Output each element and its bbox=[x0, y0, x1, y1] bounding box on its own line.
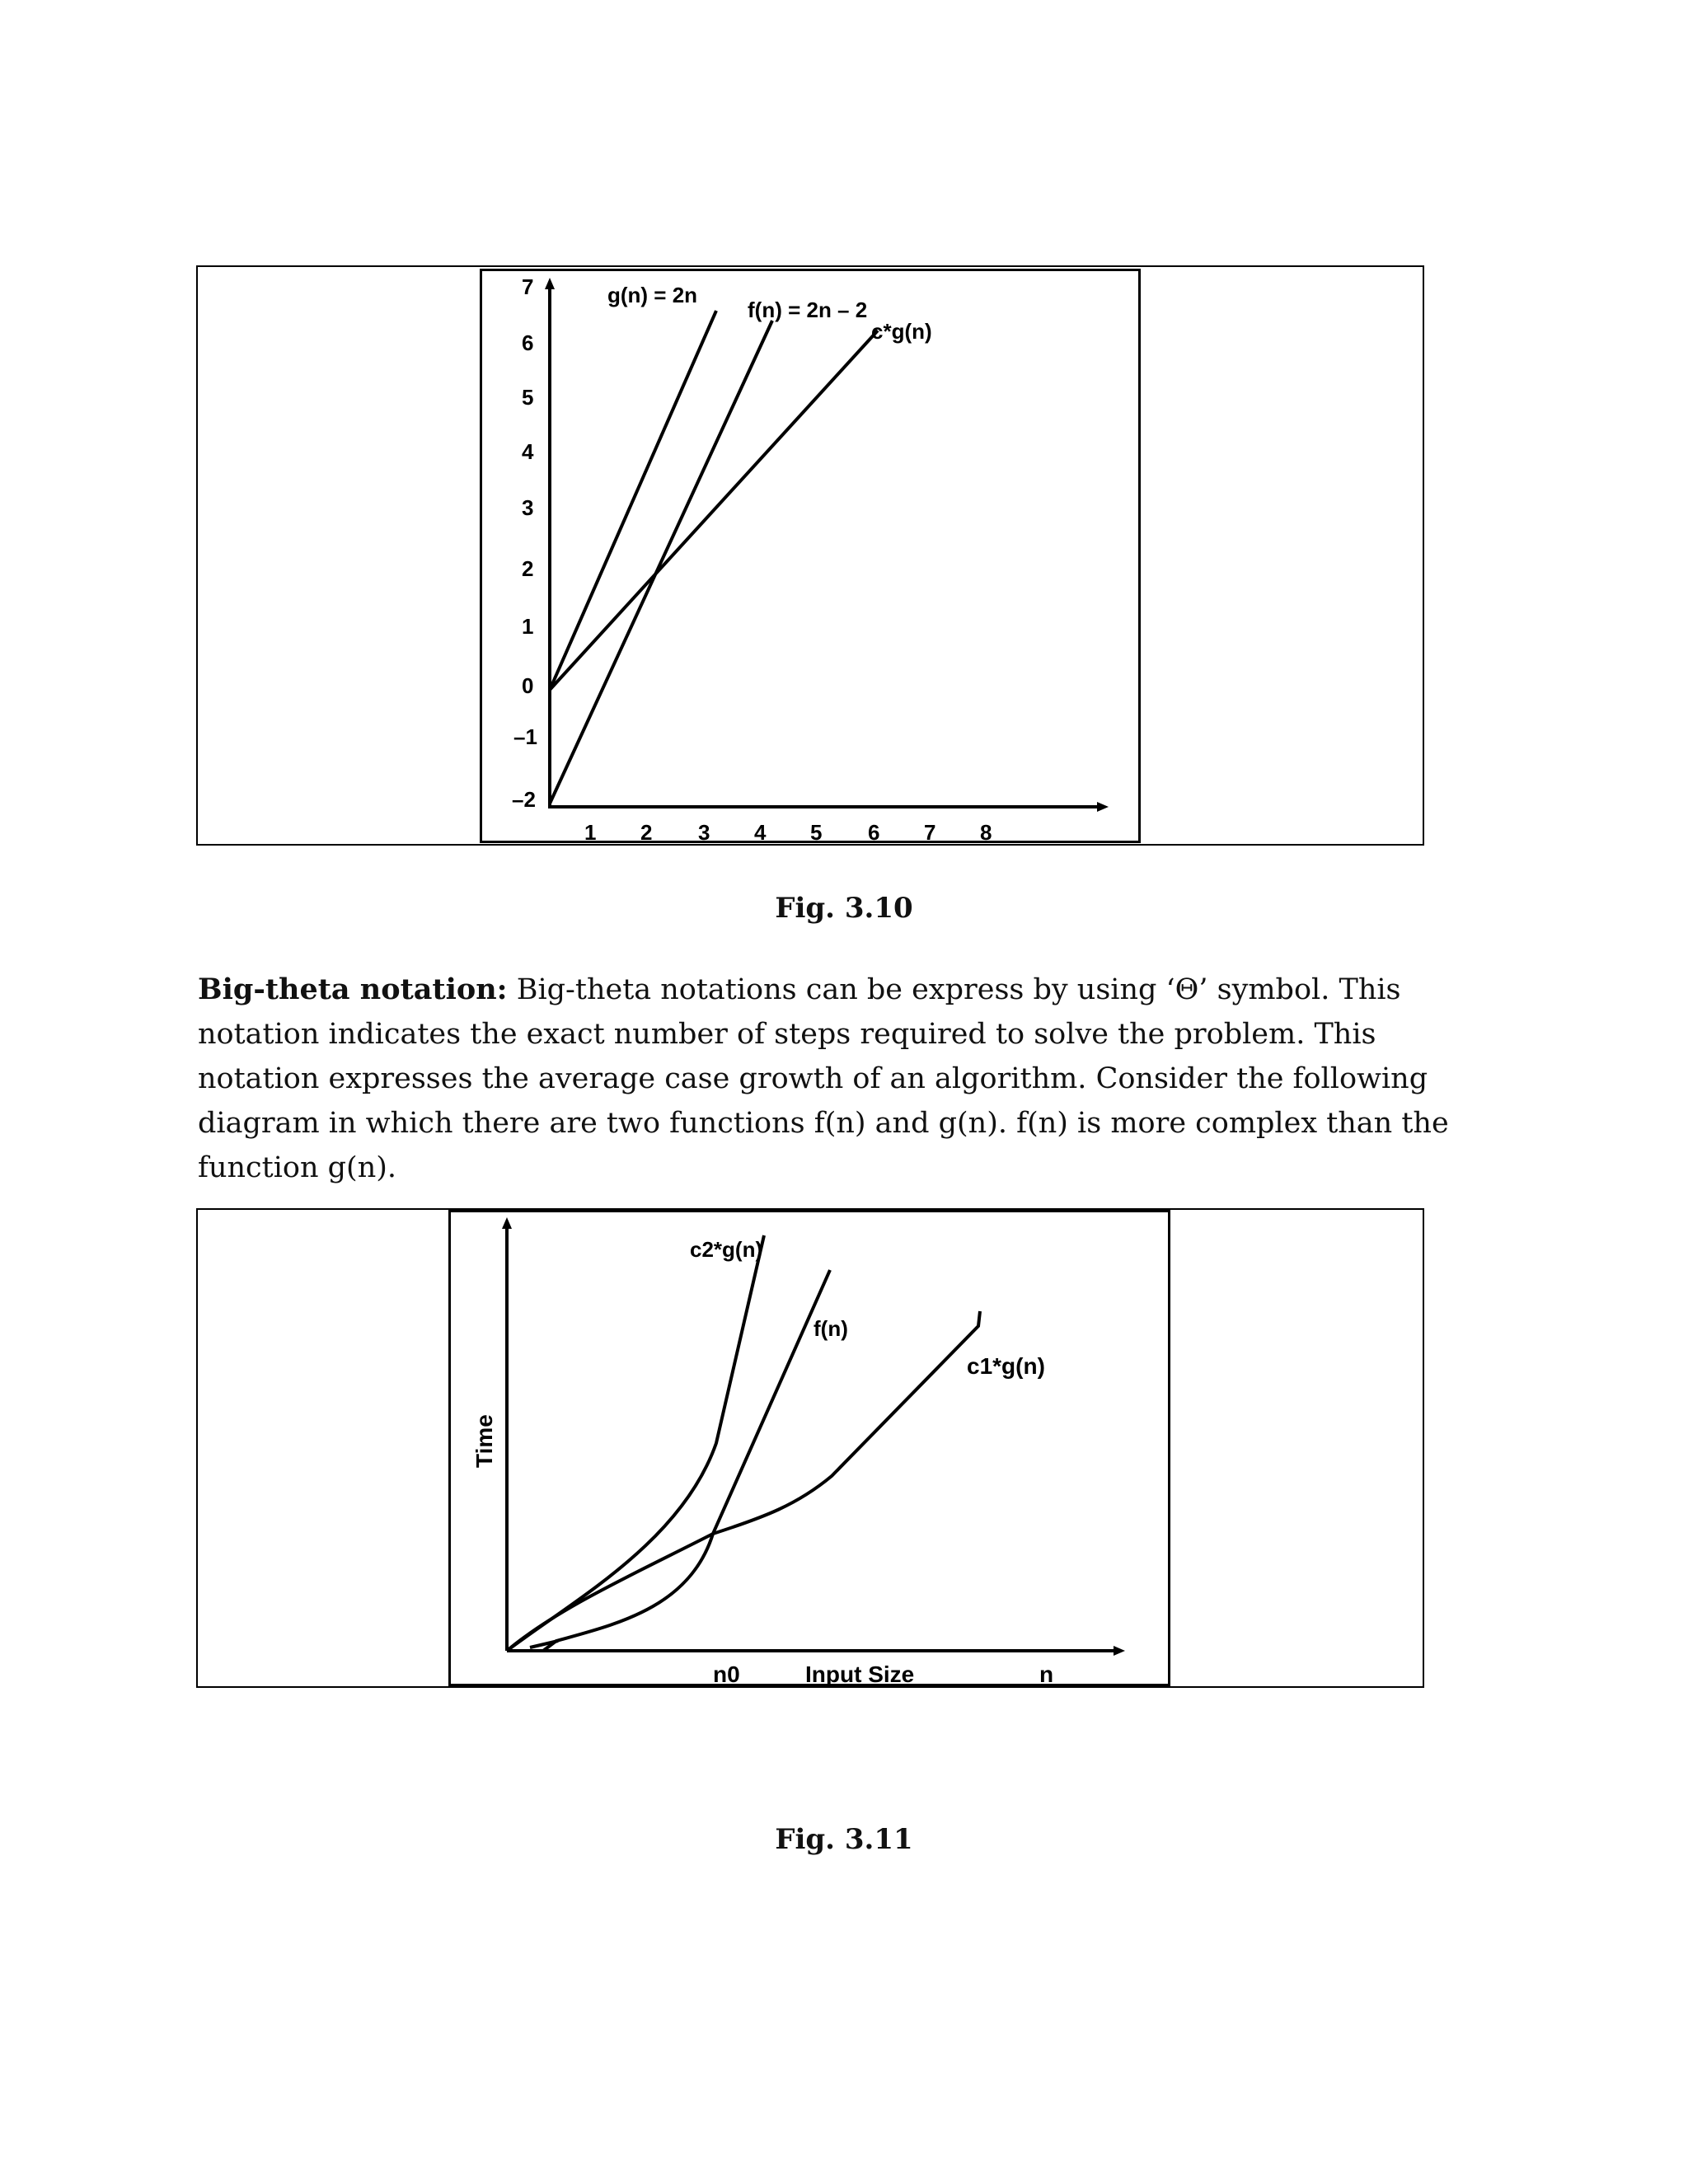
input-size-label: Input Size bbox=[805, 1661, 915, 1687]
x-tick-label: 1 bbox=[584, 820, 597, 845]
figure-2-caption: Fig. 3.11 bbox=[775, 1823, 913, 1856]
f-label: f(n) = 2n – 2 bbox=[748, 298, 868, 322]
n0-label: n0 bbox=[713, 1661, 740, 1687]
figure-2-graph-box bbox=[448, 1210, 1170, 1686]
paragraph-body: Big-theta notations can be express by using ‘Θ’ symbol. This notation indicates the exact number of steps required to solve the problem. This notation expresses the average case growth of an algorithm. Consider the following diagram in which there are two functions f(n) and g(n). f(n) is more complex than the function g(n). bbox=[198, 973, 1449, 1184]
g-label: g(n) = 2n bbox=[607, 283, 698, 307]
y-axis-arrow bbox=[502, 1217, 512, 1229]
y-tick-label: 4 bbox=[522, 439, 534, 464]
f-line bbox=[550, 321, 772, 804]
x-axis-arrow bbox=[1114, 1646, 1125, 1656]
x-tick-label: 5 bbox=[810, 820, 823, 845]
y-tick-label: 5 bbox=[522, 385, 534, 410]
y-axis-label: Time bbox=[471, 1414, 497, 1468]
x-tick-label: 2 bbox=[640, 820, 653, 845]
y-tick-label: 2 bbox=[522, 556, 534, 581]
y-axis-arrow bbox=[545, 278, 555, 289]
y-tick-label: 3 bbox=[522, 495, 534, 520]
x-tick-label: 6 bbox=[868, 820, 880, 845]
figure-1-graph-box bbox=[480, 269, 1141, 843]
n-label: n bbox=[1039, 1661, 1054, 1687]
y-tick-label: –2 bbox=[512, 787, 536, 812]
c2g-curve bbox=[507, 1235, 764, 1651]
x-tick-label: 3 bbox=[698, 820, 710, 845]
figure-1-caption: Fig. 3.10 bbox=[775, 892, 913, 925]
figure-2-chart bbox=[451, 1212, 1173, 1689]
y-tick-label: –1 bbox=[513, 724, 537, 749]
y-tick-label: 1 bbox=[522, 614, 534, 639]
x-tick-label: 7 bbox=[924, 820, 936, 845]
c1g-label: c1*g(n) bbox=[967, 1353, 1045, 1379]
cg-line bbox=[550, 330, 878, 690]
x-tick-label: 4 bbox=[754, 820, 767, 845]
y-tick-label: 0 bbox=[522, 673, 534, 698]
cg-label: c*g(n) bbox=[871, 319, 932, 344]
paragraph-lead: Big-theta notation: bbox=[198, 972, 508, 1006]
x-axis-arrow bbox=[1097, 802, 1109, 812]
f-label: f(n) bbox=[814, 1316, 848, 1341]
figure-1-chart bbox=[482, 271, 1143, 846]
big-theta-paragraph bbox=[198, 968, 1451, 1190]
y-tick-label: 6 bbox=[522, 330, 534, 355]
y-tick-label: 7 bbox=[522, 274, 534, 299]
x-tick-label: 8 bbox=[980, 820, 992, 845]
c2g-label: c2*g(n) bbox=[690, 1237, 763, 1262]
